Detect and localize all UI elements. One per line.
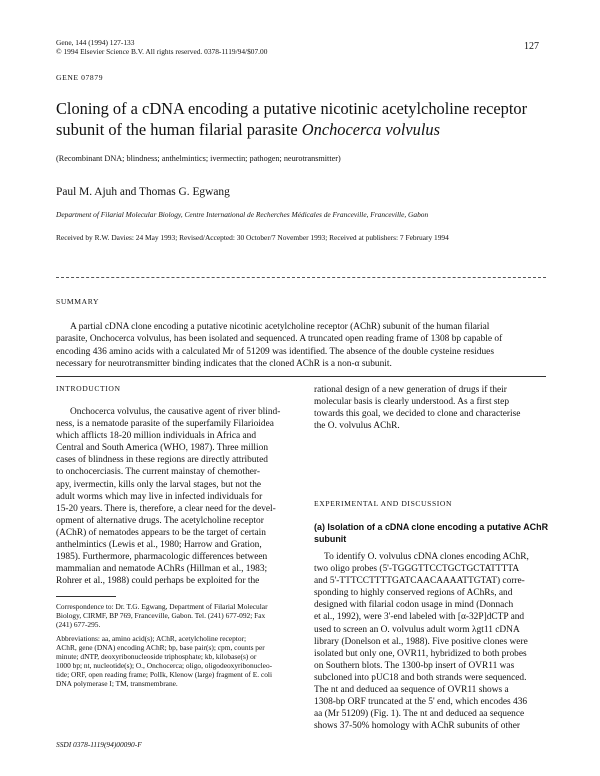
summary-line: A partial cDNA clone encoding a putative nicotinic acetylcholine receptor (AChR) subunit of the human filarial xyxy=(70,322,490,332)
intro-line: which afflicts 18-20 million individuals in Africa and xyxy=(56,431,257,442)
intro-line: 15-20 years. There is, therefore, a clear need for the devel- xyxy=(56,503,276,514)
summary-heading: SUMMARY xyxy=(56,297,100,306)
intro-continued: rational design of a new generation of drugs if their molecular basis is clearly understood. As a first step towards this goal, we decided to clone and characterise the O. volvulus AChR. xyxy=(314,385,521,432)
summary-line: encoding 436 amino acids with a calculated Mr of 51209 was identified. The absence of the double cysteine residues xyxy=(56,346,494,357)
affiliation: Department of Filarial Molecular Biology, Centre International de Recherches Médicales de Franceville, Franceville, Gabon xyxy=(56,210,429,219)
intro-line: 1985). Furthermore, pharmacologic differences between xyxy=(56,552,268,563)
experimental-text: To identify O. volvulus cDNA clones encoding AChR, two oligo probes (5'-TGGGTTCCTGCTGCTATTTTA and 5'-TTTCCTTTTGATCAACAAAATTGTAT) corre- sponding to highly conserved regions of AChRs, and designed with filarial codon usage in mind (Donnach et al., 1992), were 3'-end labeled with [α-32P]dCTP and used to screen an O. volvulus adult worm λgt11 cDNA library (Donelson et al., 1988). Five positive clones were isolated but only one, OVR11, hybridized to both probes on Southern blots. The 1300-bp insert of OVR11 was subcloned into pUC18 and both strands were sequenced. The nt and deduced aa sequence of OVR11 shows a 1308-bp ORF truncated at the 5' end, which encodes 436 aa (Mr 51209) (Fig. 1). The nt and deduced aa sequence shows 37-50% homology with AChR subunits of other xyxy=(314,552,529,732)
footnote-rule xyxy=(56,596,116,597)
intro-line: apy, ivermectin, kills only the larval stages, but not the xyxy=(56,479,262,490)
title-line-1: Cloning of a cDNA encoding a putative nicotinic acetylcholine receptor xyxy=(56,99,528,118)
intro-line: (AChR) of nematodes appears to be the target of certain xyxy=(56,527,266,538)
keywords: (Recombinant DNA; blindness; anthelmintics; ivermectin; pathogen; neurotransmitter) xyxy=(56,154,341,163)
experimental-heading: EXPERIMENTAL AND DISCUSSION xyxy=(314,499,453,508)
intro-line: Central and South America (WHO, 1987). Three million xyxy=(56,443,269,454)
intro-text xyxy=(56,406,295,587)
summary-rule xyxy=(56,376,546,377)
ssdi-code: SSDI 0378-1119(94)00090-F xyxy=(56,740,142,749)
intro-line: Onchocerca volvulus, the causative agent of river blind- xyxy=(70,407,281,417)
gene-code: GENE 07879 xyxy=(56,73,104,82)
intro-line: anthelmintics (Lewis et al., 1980; Harrow and Gration, xyxy=(56,540,262,551)
summary-line: parasite, Onchocerca volvulus, has been isolated and sequenced. A truncated open reading frame of 1308 bp capable of xyxy=(56,334,503,345)
title-line-2: subunit of the human filarial parasite Onchocerca volvulus xyxy=(56,120,441,139)
received-dates: Received by R.W. Davies: 24 May 1993; Revised/Accepted: 30 October/7 November 1993; Received at publishers: 7 February 1994 xyxy=(56,233,449,242)
abbreviations-footnote: Abbreviations: aa, amino acid(s); AChR, acetylcholine receptor; AChR, gene (DNA) encoding AChR; bp, base pair(s); cpm, counts per minute; dNTP, deoxyribonucleoside triphosphate; kb, kilobase(s) or 1000 bp; nt, nucleotide(s); O., Onchocerca; oligo, oligodeoxyribonucleo- tide; ORF, open reading frame; PolIk, Klenow (large) fragment of E. coli DNA polymerase I; TM, transmembrane. xyxy=(56,634,273,688)
summary-text xyxy=(56,321,546,370)
authors: Paul M. Ajuh and Thomas G. Egwang xyxy=(56,186,230,198)
intro-line: cases of blindness in these regions are directly attributed xyxy=(56,455,268,466)
page-number: 127 xyxy=(524,41,539,52)
intro-line: Rohrer et al., 1988) could perhaps be exploited for the xyxy=(56,576,260,587)
intro-line: adult worms which may live in infected individuals for xyxy=(56,491,263,502)
intro-line: to onchocerciasis. The current mainstay of chemother- xyxy=(56,467,260,478)
title-species: Onchocerca volvulus xyxy=(301,120,441,139)
separator-dashed xyxy=(56,277,546,278)
summary-line: necessary for neurotransmitter binding indicates that the cloned AChR is a non-α subunit. xyxy=(56,358,392,369)
copyright-line: © 1994 Elsevier Science B.V. All rights reserved. 0378-1119/94/$07.00 xyxy=(56,47,268,56)
correspondence-footnote: Correspondence to: Dr. T.G. Egwang, Department of Filarial Molecular Biology, CIRMF, BP 769, Franceville, Gabon. Tel. (241) 677-092; Fax (241) 677-295. xyxy=(56,602,268,629)
intro-line: opment of alternative drugs. The acetylcholine receptor xyxy=(56,515,264,526)
intro-heading: INTRODUCTION xyxy=(56,384,121,393)
intro-line: mammalian and nematode AChRs (Hillman et al., 1983; xyxy=(56,564,268,575)
subsection-heading: (a) Isolation of a cDNA clone encoding a putative AChR subunit xyxy=(314,522,549,544)
intro-line: ness, is a nematode parasite of the superfamily Filarioidea xyxy=(56,419,274,430)
journal-line: Gene, 144 (1994) 127-133 xyxy=(56,38,135,47)
article-title xyxy=(56,98,527,140)
